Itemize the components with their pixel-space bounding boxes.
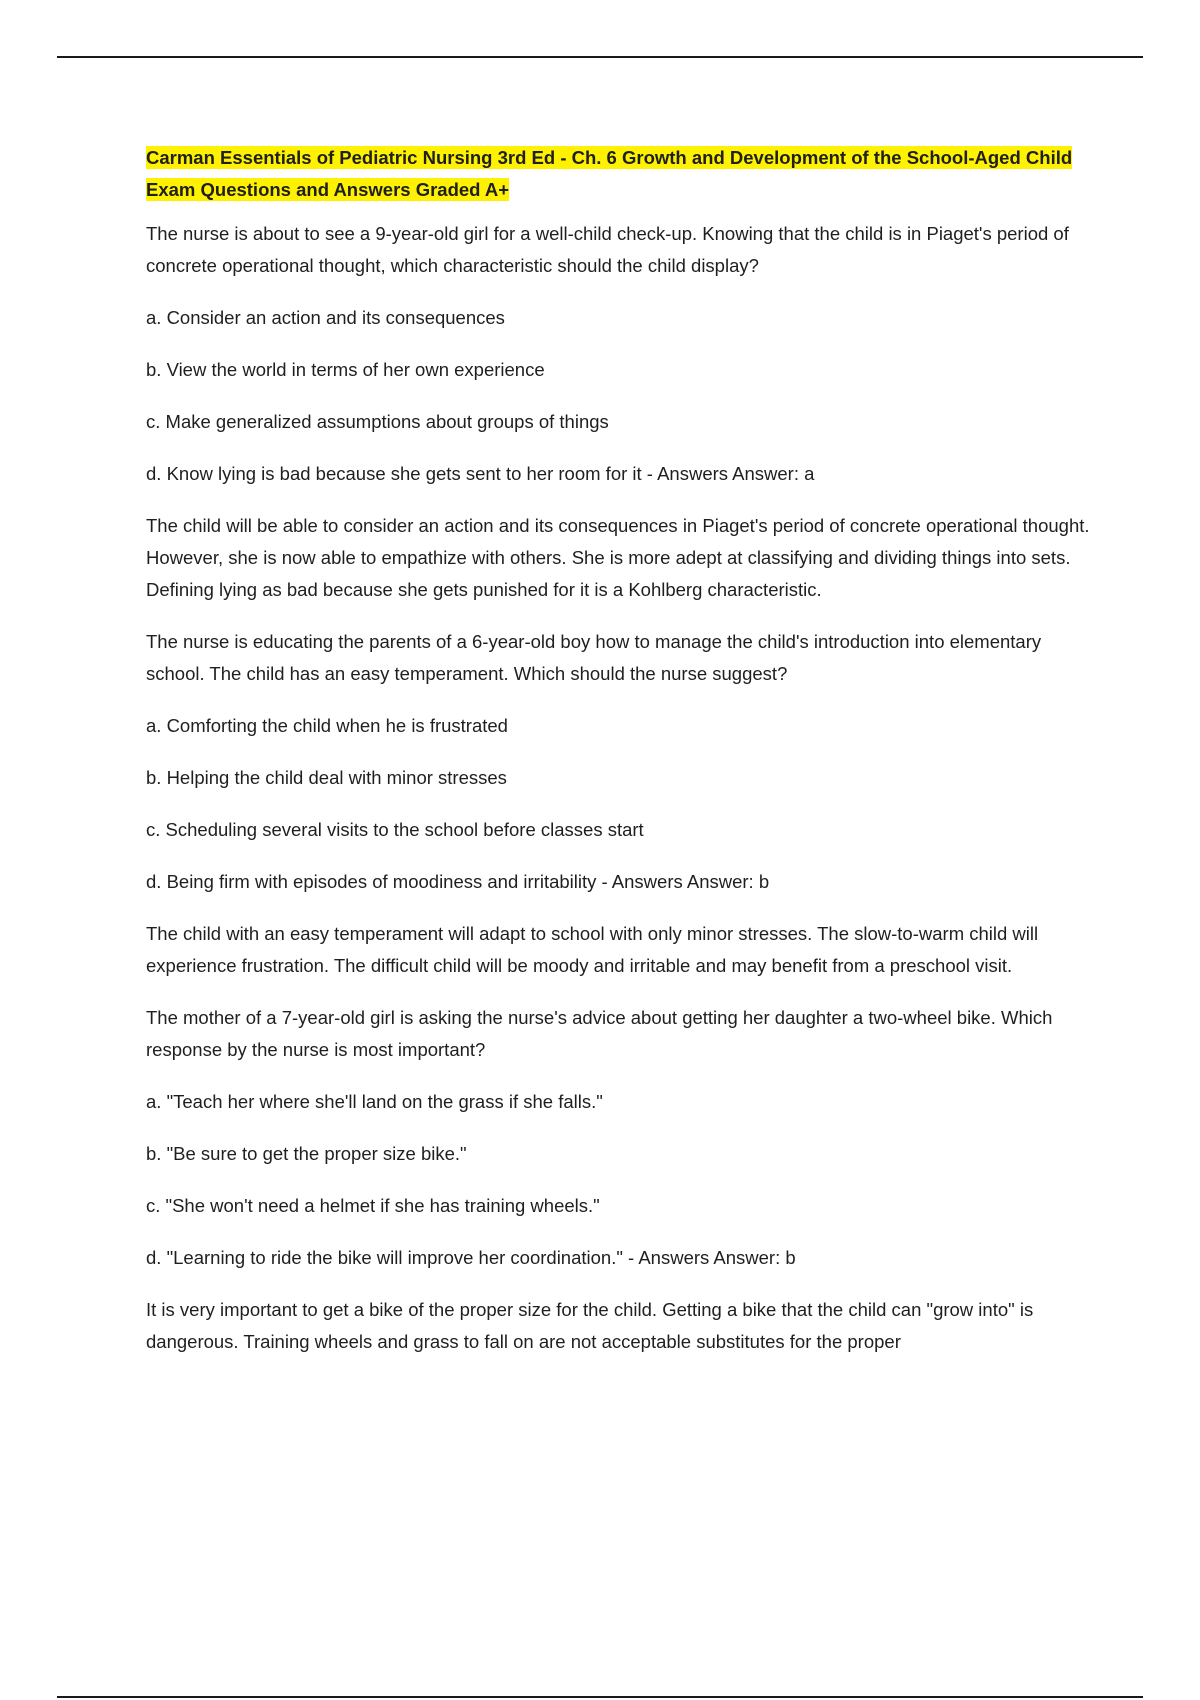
answer-option: c. Make generalized assumptions about groups of things [146,411,609,432]
answer-option: d. Being firm with episodes of moodiness and irritability - Answers Answer: b [146,871,770,892]
question-stem: The nurse is about to see a 9-year-old girl for a well-child check-up. Knowing that the child is in Piaget's period of concrete operational thought, which characteristic should the child display? [146,223,1069,276]
answer-option: d. Know lying is bad because she gets sent to her room for it - Answers Answer: a [146,463,815,484]
question-stem: The mother of a 7-year-old girl is asking the nurse's advice about getting her daughter a two-wheel bike. Which response by the nurse is most important? [146,1007,1053,1060]
answer-option: a. "Teach her where she'll land on the grass if she falls." [146,1091,603,1112]
answer-option: c. Scheduling several visits to the school before classes start [146,819,644,840]
question-block [146,1002,1091,1358]
answer-option: b. "Be sure to get the proper size bike." [146,1143,467,1164]
answer-option: b. View the world in terms of her own experience [146,359,545,380]
document-title-text: Carman Essentials of Pediatric Nursing 3rd Ed - Ch. 6 Growth and Development of the School-Aged Child Exam Questions and Answers Graded A+ [146,147,1073,200]
document-title [146,142,1091,206]
header-rule [57,56,1143,58]
question-stem: The nurse is educating the parents of a 6-year-old boy how to manage the child's introduction into elementary school. The child has an easy temperament. Which should the nurse suggest? [146,631,1042,684]
answer-option: b. Helping the child deal with minor stresses [146,767,507,788]
document-body [146,142,1091,1378]
answer-rationale: The child will be able to consider an action and its consequences in Piaget's period of concrete operational thought. However, she is now able to empathize with others. She is more adept at classifying and dividing things into sets. Defining lying as bad because she gets punished for it is a Kohlberg characteristic. [146,515,1090,600]
answer-rationale: The child with an easy temperament will adapt to school with only minor stresses. The slow-to-warm child will experience frustration. The difficult child will be moody and irritable and may benefit from a preschool visit. [146,923,1039,976]
answer-option: d. "Learning to ride the bike will improve her coordination." - Answers Answer: b [146,1247,796,1268]
answer-option: c. "She won't need a helmet if she has training wheels." [146,1195,600,1216]
answer-option: a. Consider an action and its consequences [146,307,505,328]
question-block [146,218,1091,606]
answer-option: a. Comforting the child when he is frustrated [146,715,508,736]
footer-rule [57,1696,1143,1698]
answer-rationale: It is very important to get a bike of the proper size for the child. Getting a bike that the child can "grow into" is dangerous. Training wheels and grass to fall on are not acceptable substitutes for the proper [146,1299,1034,1352]
question-block [146,626,1091,982]
